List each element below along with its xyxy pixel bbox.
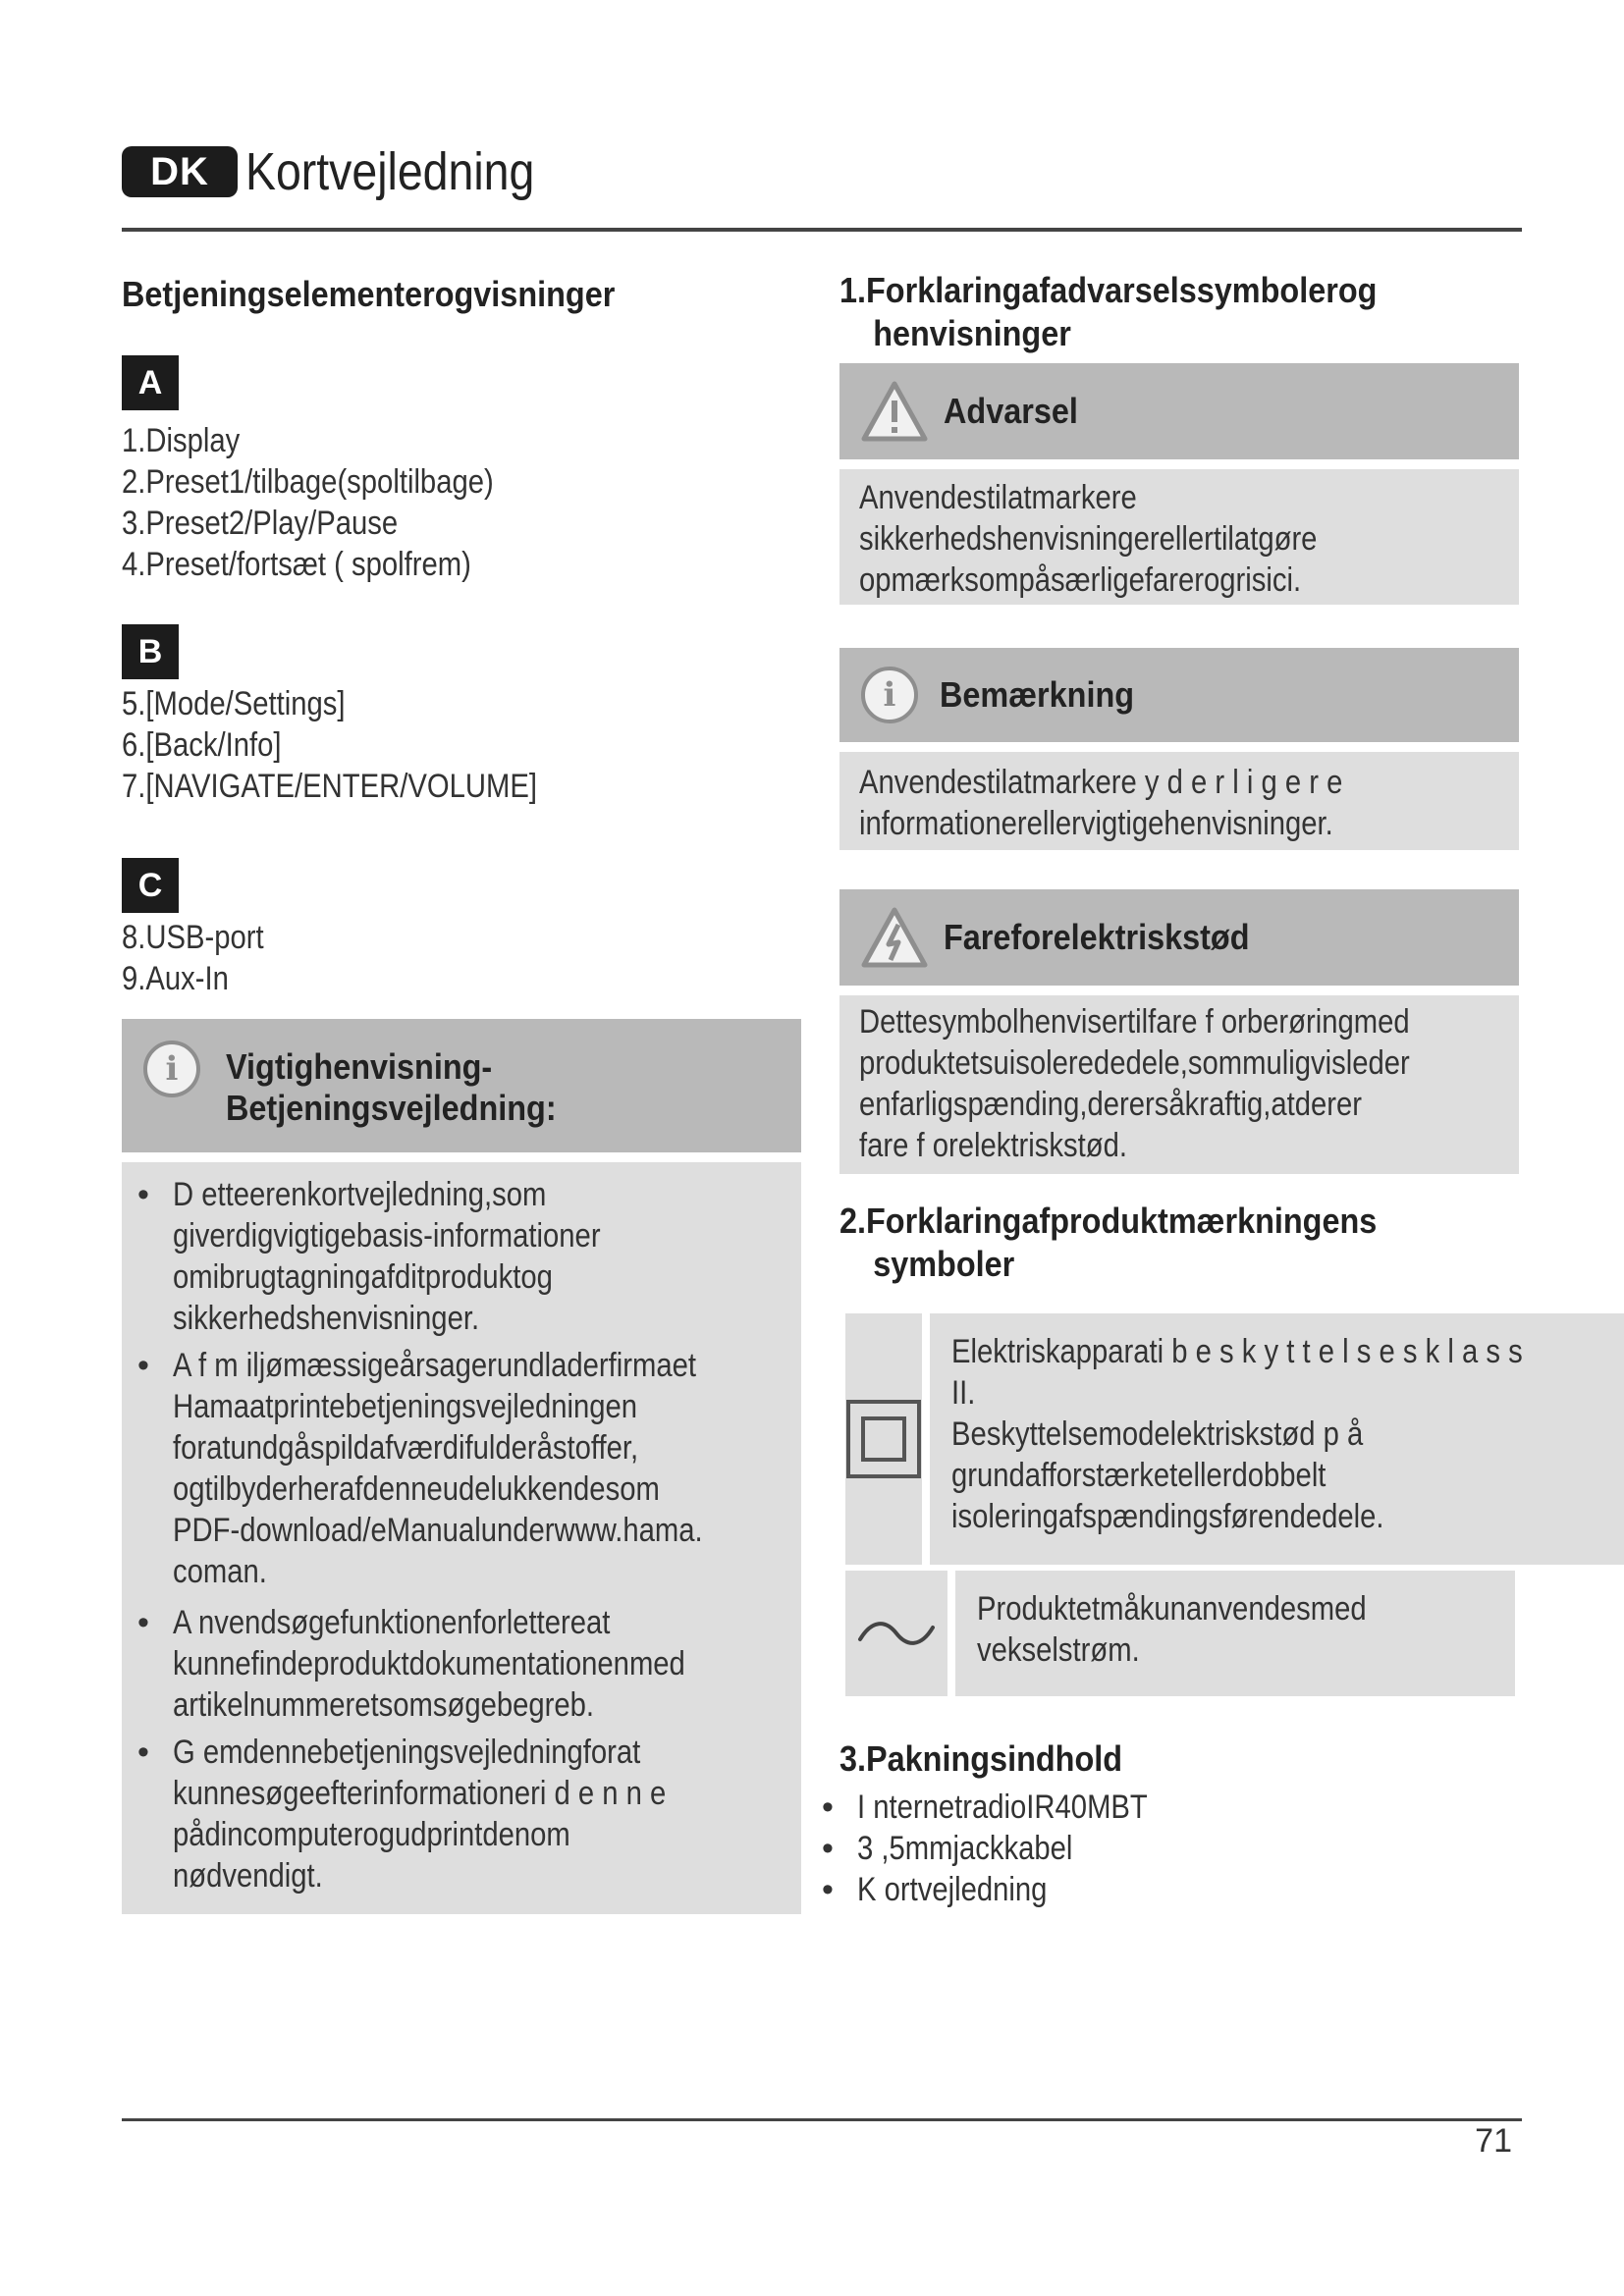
list-item: 8.USB-port: [122, 919, 264, 956]
info-icon: i: [861, 667, 918, 723]
note-panel: Anvendestilatmarkere y d e r l i g e r e informationerellervigtigehenvisninger.: [839, 752, 1519, 850]
important-title-line1: Vigtighenvisning-: [226, 1046, 493, 1087]
language-badge: DK: [122, 146, 238, 197]
left-column: [122, 265, 801, 1895]
package-contents-list: [806, 1787, 1493, 1910]
important-banner: [122, 1019, 801, 1152]
section2-heading: 2.Forklaringafproduktmærkningens symboler: [839, 1201, 1378, 1284]
group-b: [122, 624, 605, 807]
section3-heading: 3.Pakningsindhold: [839, 1738, 1123, 1779]
double-square-icon: [845, 1399, 922, 1479]
symbol-table: [845, 1313, 1523, 1702]
section1-heading: 1.Forklaringafadvarselssymbolerog henvisninger: [839, 270, 1378, 353]
note-title: Bemærkning: [940, 674, 1135, 715]
warning-panel: Anvendestilatmarkere sikkerhedshenvisningerellertilatgøre opmærksompåsærligefarerogrisici.: [839, 469, 1519, 605]
list-item: 4.Preset/fortsæt ( spolfrem): [122, 546, 471, 583]
list-item: 6.[Back/Info]: [122, 726, 282, 764]
list-item: • I nternetradioIR40MBT: [806, 1787, 1493, 1828]
list-item: 7.[NAVIGATE/ENTER/VOLUME]: [122, 768, 537, 805]
group-b-list: [122, 683, 605, 807]
alternating-current-text: Produktetmåkunanvendesmed vekselstrøm.: [955, 1571, 1515, 1696]
electric-shock-icon: [861, 907, 928, 968]
list-item: 1.Display: [122, 422, 241, 459]
protection-class-text: Elektriskapparati b e s k y t t e l s e s k l a s s II. Beskyttelsemodelektriskstød p å grundafforstærketellerdobbelt isoleringafspændingsførendedele.: [930, 1313, 1624, 1565]
list-item: 5.[Mode/Settings]: [122, 685, 346, 722]
warning-banner: [839, 363, 1519, 459]
group-a-list: [122, 420, 554, 585]
group-c-list: [122, 917, 287, 999]
controls-heading: Betjeningselementerogvisninger: [122, 274, 616, 314]
list-item: 2.Preset1/tilbage(spoltilbage): [122, 463, 494, 501]
group-b-letter: B: [122, 624, 179, 679]
table-row: [845, 1313, 1523, 1565]
page-number: 71: [1475, 2122, 1512, 2160]
right-column: [839, 265, 1527, 1908]
page-header: [122, 137, 581, 206]
important-bullets: [122, 1174, 801, 1896]
group-c: [122, 858, 287, 999]
table-row: [845, 1571, 1515, 1696]
shock-title: Fareforelektriskstød: [944, 917, 1250, 957]
list-item: • K ortvejledning: [806, 1869, 1493, 1910]
list-item: • A f m iljømæssigeårsagerundladerfirmaet Hamaatprintebetjeningsvejledningen foratundgåspildafværdifulderåstoffer, ogtilbyderherafdenneudelukkendesom PDF-download/eManualunderwww.hama. coman.: [122, 1345, 801, 1592]
important-title-line2: Betjeningsvejledning:: [226, 1088, 557, 1128]
note-banner: [839, 648, 1519, 742]
header-rule: [122, 228, 1522, 232]
group-a: [122, 355, 554, 585]
footer-rule: [122, 2118, 1522, 2121]
list-item: 3.Preset2/Play/Pause: [122, 505, 399, 542]
warning-triangle-icon: [861, 381, 928, 442]
page-title: Kortvejledning: [245, 142, 535, 201]
list-item: 9.Aux-In: [122, 960, 229, 997]
tilde-icon: [856, 1614, 937, 1653]
important-panel: [122, 1162, 801, 1914]
shock-panel: Dettesymbolhenvisertilfare f orberøringmed produktetsuisolerededele,sommuligvisleder enfarligspænding,derersåkraftig,atderer fare f orelektriskstød.: [839, 995, 1519, 1174]
group-c-letter: C: [122, 858, 179, 913]
list-item: • G emdennebetjeningsvejledningforat kunnesøgeefterinformationeri d e n n e pådincomputerogudprintdenom nødvendigt.: [122, 1732, 801, 1896]
group-a-letter: A: [122, 355, 179, 410]
alternating-current-cell: [845, 1571, 947, 1696]
info-icon: i: [143, 1041, 200, 1097]
shock-banner: [839, 889, 1519, 986]
protection-class-ii-cell: [845, 1313, 922, 1565]
warning-title: Advarsel: [944, 391, 1078, 431]
list-item: • 3 ,5mmjackkabel: [806, 1828, 1493, 1869]
list-item: • D etteerenkortvejledning,som giverdigvigtigebasis-informationer omibrugtagningafditproduktog sikkerhedshenvisninger.: [122, 1174, 801, 1339]
list-item: • A nvendsøgefunktionenforlettereat kunnefindeproduktdokumentationenmed artikelnummeretsomsøgebegreb.: [122, 1602, 801, 1726]
